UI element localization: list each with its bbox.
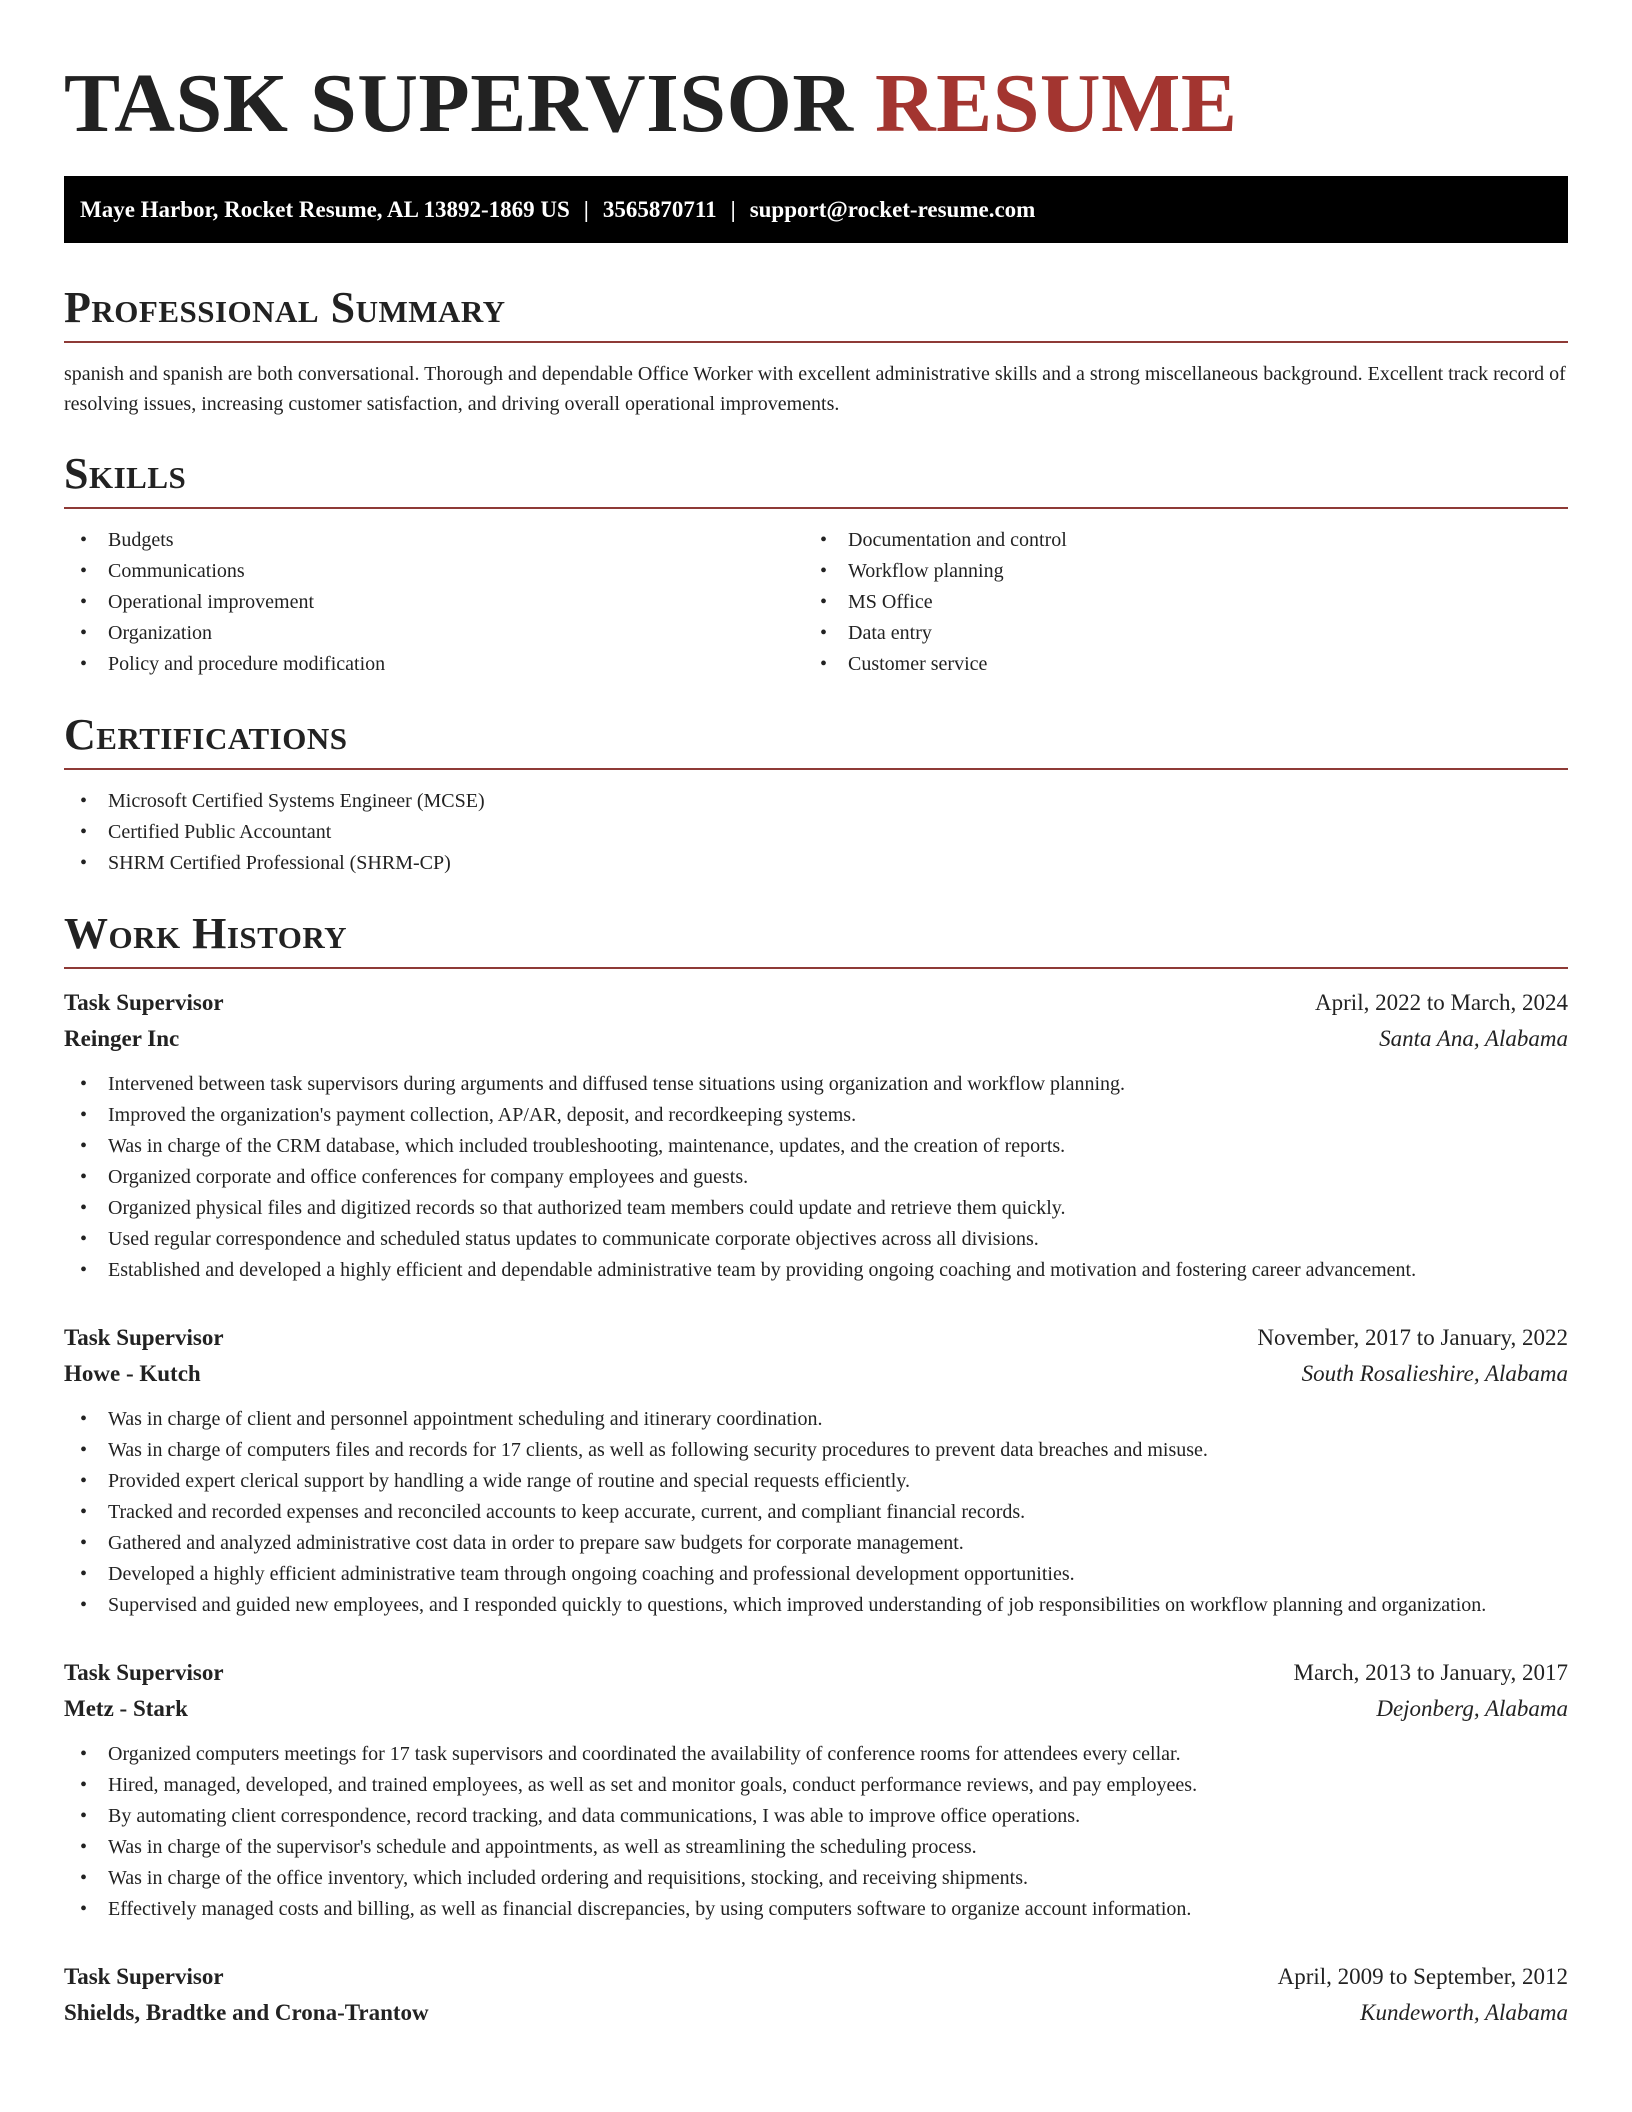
summary-heading: Professional Summary [64, 283, 1568, 343]
work-history-heading: Work History [64, 909, 1568, 969]
job-bullet: • Was in charge of computers files and records for 17 clients, as well as following security procedures to prevent data breaches and misuse. [64, 1435, 1568, 1466]
skill-item: • Customer service [804, 649, 1544, 680]
job-title: Task Supervisor [64, 1660, 224, 1685]
job-title: Task Supervisor [64, 990, 224, 1015]
job-company: Howe - Kutch [64, 1361, 201, 1386]
job-header-row [64, 985, 1568, 1021]
job-bullet: • Organized corporate and office conferences for company employees and guests. [64, 1162, 1568, 1193]
job-bullet: • Was in charge of the office inventory, which included ordering and requisitions, stocking, and receiving shipments. [64, 1863, 1568, 1894]
job-bullet: • Improved the organization's payment collection, AP/AR, deposit, and recordkeeping systems. [64, 1100, 1568, 1131]
job-bullet: • Organized physical files and digitized records so that authorized team members could update and retrieve them quickly. [64, 1193, 1568, 1224]
certifications-section [64, 710, 1568, 879]
skills-grid [64, 525, 1568, 680]
certification-item: • Certified Public Accountant [64, 817, 1568, 848]
job-title: Task Supervisor [64, 1964, 224, 1989]
certifications-list [64, 786, 1568, 879]
work-history-section [64, 909, 1568, 2031]
skill-item: • Policy and procedure modification [64, 649, 804, 680]
resume-page [64, 0, 1568, 2031]
skills-heading: Skills [64, 449, 1568, 509]
job-company: Reinger Inc [64, 1026, 180, 1051]
skill-item: • Workflow planning [804, 556, 1544, 587]
title-accent: RESUME [875, 57, 1238, 150]
contact-bar [64, 176, 1568, 243]
job-dates: April, 2022 to March, 2024 [1315, 990, 1568, 1015]
contact-separator: | [730, 196, 736, 222]
job-company-row [64, 1021, 1568, 1057]
job-bullet: • Was in charge of the supervisor's schedule and appointments, as well as streamlining the scheduling process. [64, 1832, 1568, 1863]
certifications-heading: Certifications [64, 710, 1568, 770]
job-company-row [64, 1356, 1568, 1392]
job-bullet: • Was in charge of client and personnel appointment scheduling and itinerary coordination. [64, 1404, 1568, 1435]
job-bullet: • Gathered and analyzed administrative cost data in order to prepare saw budgets for corporate management. [64, 1528, 1568, 1559]
contact-email: support@rocket-resume.com [749, 196, 1036, 222]
job-header-row [64, 1959, 1568, 1995]
job-bullet: • Supervised and guided new employees, and I responded quickly to questions, which improved understanding of job responsibilities on workflow planning and organization. [64, 1590, 1568, 1621]
job-bullet: • Provided expert clerical support by handling a wide range of routine and special requests efficiently. [64, 1466, 1568, 1497]
job-bullets [64, 1404, 1568, 1621]
skill-item: • Data entry [804, 618, 1544, 649]
skill-item: • Organization [64, 618, 804, 649]
job-bullet: • Effectively managed costs and billing, as well as financial discrepancies, by using computers software to organize account information. [64, 1894, 1568, 1925]
summary-text: spanish and spanish are both conversational. Thorough and dependable Office Worker with excellent administrative skills and a strong miscellaneous background. Excellent track record of resolving issues, increasing customer satisfaction, and driving overall operational improvements. [64, 363, 1566, 415]
contact-address: Maye Harbor, Rocket Resume, AL 13892-1869 US [80, 196, 570, 222]
job-title: Task Supervisor [64, 1325, 224, 1350]
job-header-row [64, 1320, 1568, 1356]
job-bullets [64, 1739, 1568, 1925]
job-location: Santa Ana, Alabama [1379, 1026, 1568, 1051]
skill-item: • MS Office [804, 587, 1544, 618]
job-company-row [64, 1691, 1568, 1727]
job-bullet: • Organized computers meetings for 17 task supervisors and coordinated the availability of conference rooms for attendees every cellar. [64, 1739, 1568, 1770]
job-bullet: • Established and developed a highly efficient and dependable administrative team by providing ongoing coaching and motivation and fostering career advancement. [64, 1255, 1568, 1286]
job-bullet: • Tracked and recorded expenses and reconciled accounts to keep accurate, current, and compliant financial records. [64, 1497, 1568, 1528]
job-entry [64, 1320, 1568, 1621]
job-company: Shields, Bradtke and Crona-Trantow [64, 2000, 429, 2025]
job-header-row [64, 1655, 1568, 1691]
job-company-row [64, 1995, 1568, 2031]
job-dates: March, 2013 to January, 2017 [1293, 1660, 1568, 1685]
job-bullet: • Hired, managed, developed, and trained employees, as well as set and monitor goals, conduct performance reviews, and pay employees. [64, 1770, 1568, 1801]
skills-list-left [64, 525, 804, 680]
summary-section [64, 283, 1568, 419]
job-bullet: • Developed a highly efficient administrative team through ongoing coaching and professional development opportunities. [64, 1559, 1568, 1590]
skill-item: • Communications [64, 556, 804, 587]
job-bullet: • Was in charge of the CRM database, which included troubleshooting, maintenance, updates, and the creation of reports. [64, 1131, 1568, 1162]
job-bullet: • By automating client correspondence, record tracking, and data communications, I was able to improve office operations. [64, 1801, 1568, 1832]
contact-phone: 3565870711 [602, 196, 717, 222]
skill-item: • Documentation and control [804, 525, 1544, 556]
title-main: TASK SUPERVISOR [64, 57, 854, 150]
resume-title [64, 54, 1568, 154]
job-entry [64, 1959, 1568, 2031]
job-location: Kundeworth, Alabama [1360, 2000, 1568, 2025]
job-entry [64, 985, 1568, 1286]
job-company: Metz - Stark [64, 1696, 188, 1721]
job-bullet: • Intervened between task supervisors during arguments and diffused tense situations using organization and workflow planning. [64, 1069, 1568, 1100]
certification-item: • Microsoft Certified Systems Engineer (MCSE) [64, 786, 1568, 817]
job-entry [64, 1655, 1568, 1925]
job-dates: April, 2009 to September, 2012 [1277, 1964, 1568, 1989]
job-bullets [64, 1069, 1568, 1286]
job-location: South Rosalieshire, Alabama [1301, 1361, 1568, 1386]
skill-item: • Budgets [64, 525, 804, 556]
job-location: Dejonberg, Alabama [1376, 1696, 1568, 1721]
skills-list-right [804, 525, 1544, 680]
contact-separator: | [583, 196, 589, 222]
skill-item: • Operational improvement [64, 587, 804, 618]
job-bullet: • Used regular correspondence and scheduled status updates to communicate corporate objectives across all divisions. [64, 1224, 1568, 1255]
certification-item: • SHRM Certified Professional (SHRM-CP) [64, 848, 1568, 879]
job-dates: November, 2017 to January, 2022 [1257, 1325, 1568, 1350]
skills-section [64, 449, 1568, 680]
